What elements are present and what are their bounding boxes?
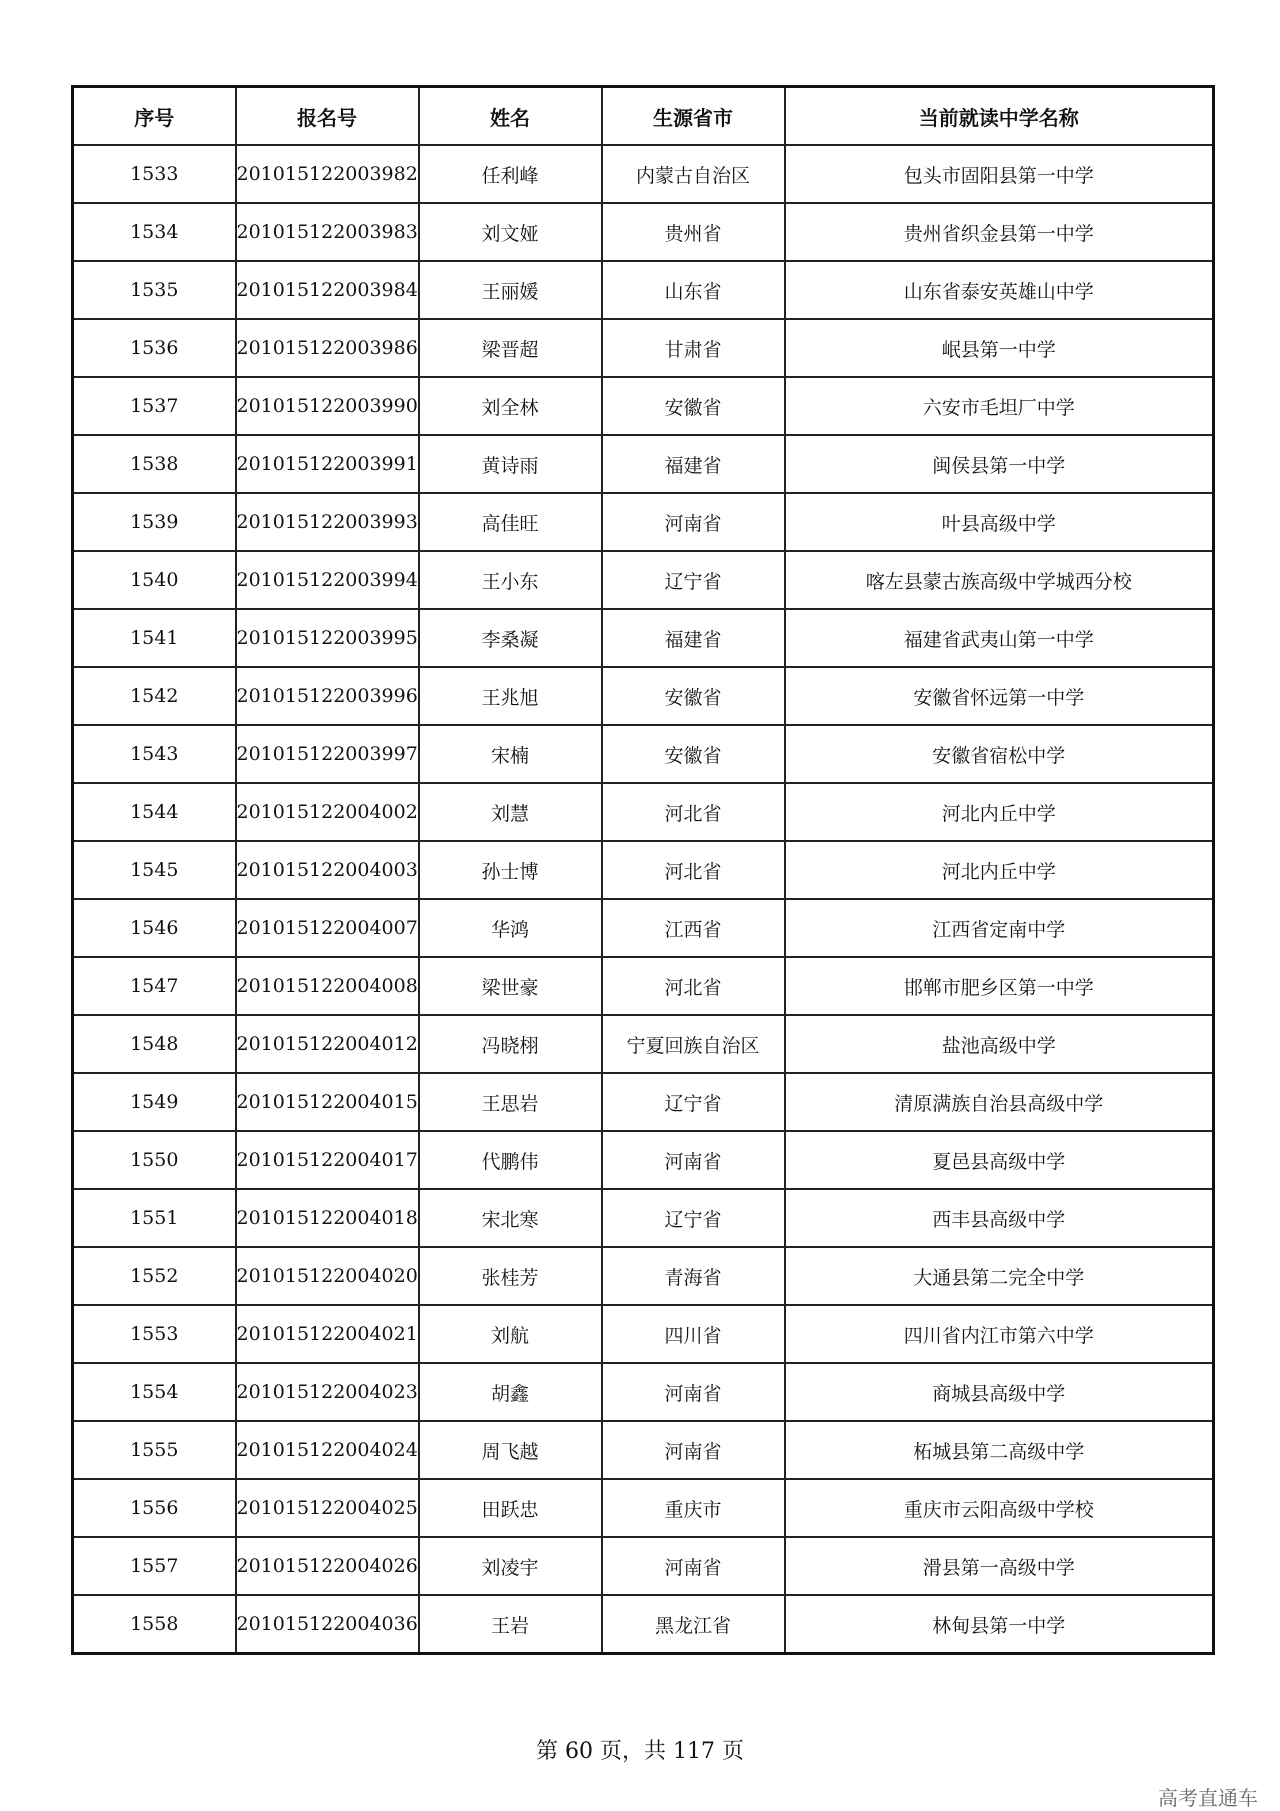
watermark: 高考直通车 bbox=[1158, 1786, 1258, 1810]
table-row bbox=[73, 1479, 1214, 1537]
cell-province: 河南省 bbox=[602, 1537, 785, 1595]
cell-province: 四川省 bbox=[602, 1305, 785, 1363]
table-row bbox=[73, 1537, 1214, 1595]
cell-school: 安徽省怀远第一中学 bbox=[785, 667, 1214, 725]
cell-reg-no: 201015122003995 bbox=[236, 609, 419, 667]
cell-province: 青海省 bbox=[602, 1247, 785, 1305]
cell-reg-no: 201015122004025 bbox=[236, 1479, 419, 1537]
table-row bbox=[73, 203, 1214, 261]
cell-reg-no: 201015122003991 bbox=[236, 435, 419, 493]
table-row bbox=[73, 1131, 1214, 1189]
cell-reg-no: 201015122004023 bbox=[236, 1363, 419, 1421]
cell-seq: 1540 bbox=[73, 551, 236, 609]
cell-school: 安徽省宿松中学 bbox=[785, 725, 1214, 783]
cell-name: 刘慧 bbox=[419, 783, 602, 841]
cell-province: 辽宁省 bbox=[602, 1189, 785, 1247]
cell-name: 张桂芳 bbox=[419, 1247, 602, 1305]
table-row bbox=[73, 1595, 1214, 1654]
cell-name: 任利峰 bbox=[419, 145, 602, 203]
cell-name: 王岩 bbox=[419, 1595, 602, 1654]
cell-school: 闽侯县第一中学 bbox=[785, 435, 1214, 493]
cell-seq: 1548 bbox=[73, 1015, 236, 1073]
cell-school: 柘城县第二高级中学 bbox=[785, 1421, 1214, 1479]
cell-name: 胡鑫 bbox=[419, 1363, 602, 1421]
cell-seq: 1553 bbox=[73, 1305, 236, 1363]
cell-reg-no: 201015122003986 bbox=[236, 319, 419, 377]
table-row bbox=[73, 261, 1214, 319]
cell-seq: 1545 bbox=[73, 841, 236, 899]
cell-reg-no: 201015122003996 bbox=[236, 667, 419, 725]
cell-seq: 1547 bbox=[73, 957, 236, 1015]
cell-school: 河北内丘中学 bbox=[785, 783, 1214, 841]
table-row bbox=[73, 1247, 1214, 1305]
cell-seq: 1535 bbox=[73, 261, 236, 319]
admission-list-table bbox=[71, 85, 1215, 1655]
cell-school: 福建省武夷山第一中学 bbox=[785, 609, 1214, 667]
cell-seq: 1538 bbox=[73, 435, 236, 493]
cell-school: 六安市毛坦厂中学 bbox=[785, 377, 1214, 435]
cell-name: 刘凌宇 bbox=[419, 1537, 602, 1595]
cell-province: 重庆市 bbox=[602, 1479, 785, 1537]
table-row bbox=[73, 1015, 1214, 1073]
table-row bbox=[73, 899, 1214, 957]
cell-school: 贵州省织金县第一中学 bbox=[785, 203, 1214, 261]
cell-name: 王丽媛 bbox=[419, 261, 602, 319]
cell-reg-no: 201015122004021 bbox=[236, 1305, 419, 1363]
cell-seq: 1536 bbox=[73, 319, 236, 377]
cell-seq: 1546 bbox=[73, 899, 236, 957]
table-row bbox=[73, 609, 1214, 667]
cell-name: 华鸿 bbox=[419, 899, 602, 957]
cell-school: 河北内丘中学 bbox=[785, 841, 1214, 899]
cell-reg-no: 201015122004003 bbox=[236, 841, 419, 899]
cell-school: 山东省泰安英雄山中学 bbox=[785, 261, 1214, 319]
cell-seq: 1544 bbox=[73, 783, 236, 841]
cell-province: 河南省 bbox=[602, 493, 785, 551]
cell-name: 冯晓栩 bbox=[419, 1015, 602, 1073]
cell-seq: 1543 bbox=[73, 725, 236, 783]
cell-school: 西丰县高级中学 bbox=[785, 1189, 1214, 1247]
page-number: 第 60 页，共 117 页 bbox=[536, 1739, 744, 1764]
cell-name: 田跃忠 bbox=[419, 1479, 602, 1537]
cell-seq: 1551 bbox=[73, 1189, 236, 1247]
cell-school: 喀左县蒙古族高级中学城西分校 bbox=[785, 551, 1214, 609]
col-header-school: 当前就读中学名称 bbox=[785, 87, 1214, 146]
cell-name: 王小东 bbox=[419, 551, 602, 609]
cell-reg-no: 201015122004017 bbox=[236, 1131, 419, 1189]
cell-name: 李桑凝 bbox=[419, 609, 602, 667]
cell-school: 岷县第一中学 bbox=[785, 319, 1214, 377]
cell-seq: 1557 bbox=[73, 1537, 236, 1595]
cell-reg-no: 201015122004018 bbox=[236, 1189, 419, 1247]
cell-name: 王兆旭 bbox=[419, 667, 602, 725]
cell-reg-no: 201015122004007 bbox=[236, 899, 419, 957]
cell-reg-no: 201015122004020 bbox=[236, 1247, 419, 1305]
cell-school: 江西省定南中学 bbox=[785, 899, 1214, 957]
table-row bbox=[73, 1421, 1214, 1479]
cell-seq: 1554 bbox=[73, 1363, 236, 1421]
cell-province: 河南省 bbox=[602, 1131, 785, 1189]
cell-province: 河南省 bbox=[602, 1363, 785, 1421]
cell-province: 河南省 bbox=[602, 1421, 785, 1479]
cell-name: 梁世豪 bbox=[419, 957, 602, 1015]
cell-reg-no: 201015122003984 bbox=[236, 261, 419, 319]
table-row bbox=[73, 435, 1214, 493]
cell-school: 邯郸市肥乡区第一中学 bbox=[785, 957, 1214, 1015]
cell-province: 江西省 bbox=[602, 899, 785, 957]
cell-reg-no: 201015122004015 bbox=[236, 1073, 419, 1131]
cell-seq: 1556 bbox=[73, 1479, 236, 1537]
table-body bbox=[73, 145, 1214, 1654]
table-row bbox=[73, 957, 1214, 1015]
table-row bbox=[73, 667, 1214, 725]
cell-seq: 1534 bbox=[73, 203, 236, 261]
cell-school: 重庆市云阳高级中学校 bbox=[785, 1479, 1214, 1537]
cell-province: 内蒙古自治区 bbox=[602, 145, 785, 203]
cell-province: 宁夏回族自治区 bbox=[602, 1015, 785, 1073]
cell-school: 夏邑县高级中学 bbox=[785, 1131, 1214, 1189]
cell-province: 安徽省 bbox=[602, 377, 785, 435]
col-header-province: 生源省市 bbox=[602, 87, 785, 146]
cell-reg-no: 201015122004008 bbox=[236, 957, 419, 1015]
cell-seq: 1558 bbox=[73, 1595, 236, 1654]
cell-school: 包头市固阳县第一中学 bbox=[785, 145, 1214, 203]
table-row bbox=[73, 1073, 1214, 1131]
cell-province: 安徽省 bbox=[602, 667, 785, 725]
cell-seq: 1537 bbox=[73, 377, 236, 435]
table-row bbox=[73, 841, 1214, 899]
cell-name: 高佳旺 bbox=[419, 493, 602, 551]
cell-seq: 1552 bbox=[73, 1247, 236, 1305]
cell-seq: 1555 bbox=[73, 1421, 236, 1479]
cell-name: 刘全林 bbox=[419, 377, 602, 435]
table-row bbox=[73, 319, 1214, 377]
cell-name: 周飞越 bbox=[419, 1421, 602, 1479]
table-row bbox=[73, 493, 1214, 551]
cell-province: 河北省 bbox=[602, 957, 785, 1015]
cell-province: 福建省 bbox=[602, 609, 785, 667]
cell-province: 贵州省 bbox=[602, 203, 785, 261]
cell-name: 黄诗雨 bbox=[419, 435, 602, 493]
cell-name: 刘航 bbox=[419, 1305, 602, 1363]
cell-reg-no: 201015122003982 bbox=[236, 145, 419, 203]
cell-school: 四川省内江市第六中学 bbox=[785, 1305, 1214, 1363]
col-header-reg-no: 报名号 bbox=[236, 87, 419, 146]
cell-province: 福建省 bbox=[602, 435, 785, 493]
cell-name: 宋北寒 bbox=[419, 1189, 602, 1247]
cell-reg-no: 201015122003990 bbox=[236, 377, 419, 435]
cell-school: 林甸县第一中学 bbox=[785, 1595, 1214, 1654]
cell-name: 代鹏伟 bbox=[419, 1131, 602, 1189]
col-header-name: 姓名 bbox=[419, 87, 602, 146]
cell-reg-no: 201015122003997 bbox=[236, 725, 419, 783]
table-header-row bbox=[73, 87, 1214, 146]
table-row bbox=[73, 145, 1214, 203]
cell-seq: 1542 bbox=[73, 667, 236, 725]
cell-reg-no: 201015122004026 bbox=[236, 1537, 419, 1595]
cell-name: 刘文娅 bbox=[419, 203, 602, 261]
cell-name: 孙士博 bbox=[419, 841, 602, 899]
cell-school: 商城县高级中学 bbox=[785, 1363, 1214, 1421]
table-row bbox=[73, 783, 1214, 841]
cell-school: 叶县高级中学 bbox=[785, 493, 1214, 551]
cell-province: 安徽省 bbox=[602, 725, 785, 783]
cell-reg-no: 201015122004012 bbox=[236, 1015, 419, 1073]
cell-name: 王思岩 bbox=[419, 1073, 602, 1131]
cell-school: 清原满族自治县高级中学 bbox=[785, 1073, 1214, 1131]
cell-reg-no: 201015122003983 bbox=[236, 203, 419, 261]
cell-seq: 1541 bbox=[73, 609, 236, 667]
cell-name: 宋楠 bbox=[419, 725, 602, 783]
cell-seq: 1539 bbox=[73, 493, 236, 551]
cell-reg-no: 201015122003994 bbox=[236, 551, 419, 609]
table-row bbox=[73, 1363, 1214, 1421]
cell-province: 河北省 bbox=[602, 783, 785, 841]
table-row bbox=[73, 1305, 1214, 1363]
cell-seq: 1549 bbox=[73, 1073, 236, 1131]
table-row bbox=[73, 725, 1214, 783]
cell-name: 梁晋超 bbox=[419, 319, 602, 377]
cell-province: 河北省 bbox=[602, 841, 785, 899]
table-row bbox=[73, 377, 1214, 435]
cell-seq: 1533 bbox=[73, 145, 236, 203]
table-row bbox=[73, 551, 1214, 609]
cell-school: 滑县第一高级中学 bbox=[785, 1537, 1214, 1595]
col-header-seq: 序号 bbox=[73, 87, 236, 146]
table-row bbox=[73, 1189, 1214, 1247]
cell-school: 大通县第二完全中学 bbox=[785, 1247, 1214, 1305]
cell-reg-no: 201015122004024 bbox=[236, 1421, 419, 1479]
cell-province: 山东省 bbox=[602, 261, 785, 319]
cell-seq: 1550 bbox=[73, 1131, 236, 1189]
cell-province: 黑龙江省 bbox=[602, 1595, 785, 1654]
cell-reg-no: 201015122004002 bbox=[236, 783, 419, 841]
cell-reg-no: 201015122003993 bbox=[236, 493, 419, 551]
cell-reg-no: 201015122004036 bbox=[236, 1595, 419, 1654]
cell-province: 甘肃省 bbox=[602, 319, 785, 377]
cell-province: 辽宁省 bbox=[602, 551, 785, 609]
cell-province: 辽宁省 bbox=[602, 1073, 785, 1131]
cell-school: 盐池高级中学 bbox=[785, 1015, 1214, 1073]
